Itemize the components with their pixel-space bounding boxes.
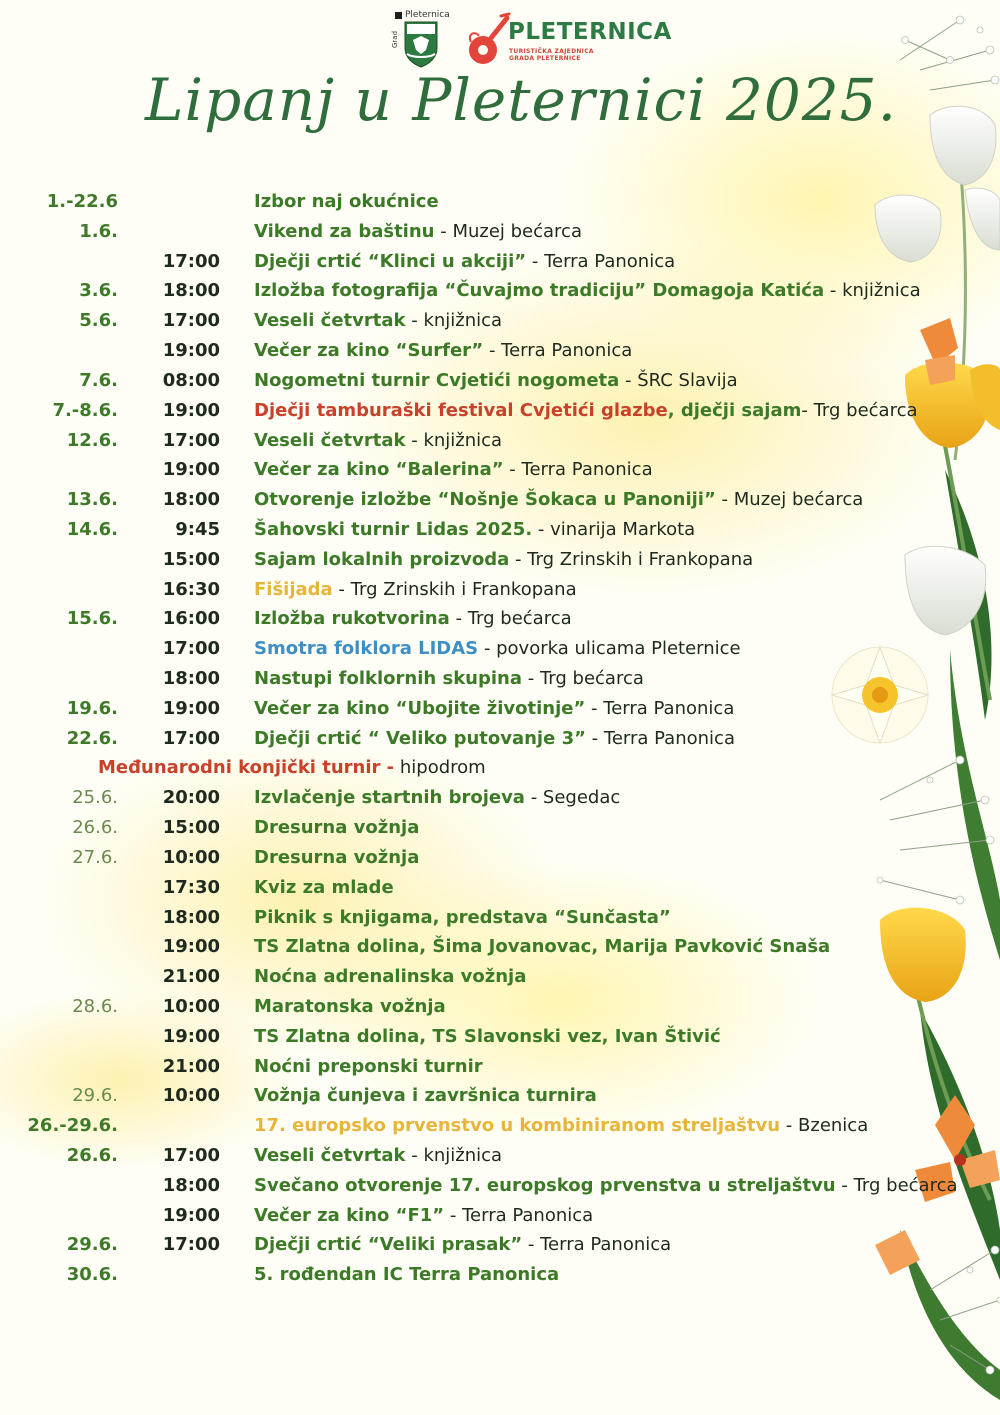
header-logos [393, 10, 673, 70]
event-location: Trg bećarca [813, 399, 918, 421]
schedule-row [0, 932, 1000, 962]
brand-subtitle-line-2: GRADA PLETERNICE [509, 55, 581, 62]
event-name: TS Zlatna dolina, TS Slavonski vez, Ivan Štivić [254, 1025, 721, 1047]
schedule-row [0, 306, 1000, 336]
event-time: 17:00 [162, 727, 220, 749]
event-location: knjižnica [423, 310, 503, 332]
event-time: 19:00 [162, 1204, 220, 1226]
event-date: 1.-22.6 [46, 191, 118, 212]
event-date: 22.6. [66, 727, 118, 749]
event-date: 12.6. [66, 429, 118, 451]
schedule-row [0, 753, 1000, 783]
schedule-row [0, 992, 1000, 1022]
schedule-row [0, 1260, 1000, 1290]
event-date: 29.6. [72, 1085, 118, 1107]
event-date: 28.6. [72, 995, 118, 1017]
event-name: Dresurna vožnja [254, 817, 420, 839]
schedule-row [0, 694, 1000, 724]
event-schedule [0, 187, 1000, 1290]
event-date: 14.6. [66, 518, 118, 540]
event-date: 30.6. [66, 1264, 118, 1286]
event-entry [254, 932, 830, 962]
event-separator: - [503, 459, 522, 481]
event-time: 18:00 [162, 280, 220, 302]
city-logo-text: Pleternica [405, 10, 450, 20]
brand-subtitle-line-1: TURISTIČKA ZAJEDNICA [509, 48, 594, 55]
event-location: Terra Panonica [462, 1204, 594, 1226]
schedule-row [0, 1141, 1000, 1171]
schedule-row [0, 217, 1000, 247]
event-name: Dječji crtić “ Veliko putovanje 3” [254, 727, 586, 749]
schedule-row [0, 1081, 1000, 1111]
event-entry [254, 247, 675, 277]
schedule-row [0, 336, 1000, 366]
event-time: 10:00 [162, 1085, 220, 1107]
event-date: 3.6. [79, 280, 118, 302]
event-entry [254, 187, 439, 217]
event-time: 15:00 [162, 817, 220, 839]
event-separator: - [526, 250, 545, 272]
event-location: hipodrom [399, 757, 486, 779]
event-entry [254, 366, 738, 396]
event-time: 18:00 [162, 906, 220, 928]
event-date: 15.6. [66, 608, 118, 630]
event-time: 20:00 [162, 787, 220, 809]
event-time: 17:00 [162, 1145, 220, 1166]
event-entry [254, 813, 419, 843]
event-location: Terra Panonica [521, 459, 653, 481]
event-name: 17. europsko prvenstvo u kombiniranom streljaštvu [254, 1115, 781, 1137]
event-date: 13.6. [66, 489, 118, 511]
event-date: 29.6. [66, 1234, 118, 1256]
event-separator: - [483, 340, 502, 362]
event-name: Večer za kino “Ubojite životinje” [254, 697, 586, 719]
event-separator: - [585, 697, 604, 719]
event-date: 7.-8.6. [52, 399, 118, 421]
event-name: Svečano otvorenje 17. europskog prvenstva u streljaštvu [254, 1174, 836, 1196]
schedule-row [0, 575, 1000, 605]
event-name: Piknik s knjigama, predstava “Sunčasta” [254, 906, 671, 928]
event-separator: - [835, 1174, 854, 1196]
event-name: Veseli četvrtak [254, 1145, 406, 1166]
schedule-row [0, 1201, 1000, 1231]
event-location: povorka ulicama Pleternice [496, 638, 741, 660]
event-time: 10:00 [162, 995, 220, 1017]
schedule-row [0, 1022, 1000, 1052]
schedule-row [0, 515, 1000, 545]
schedule-row [0, 903, 1000, 933]
event-time: 17:00 [162, 1234, 220, 1256]
event-location: ŠRC Slavija [637, 369, 738, 391]
event-entry [254, 1022, 721, 1052]
event-separator: - [585, 727, 604, 749]
event-separator: - [532, 518, 551, 540]
event-time: 18:00 [162, 1174, 220, 1196]
schedule-row [0, 1230, 1000, 1260]
event-entry [254, 903, 671, 933]
event-name: Dječji crtić “Veliki prasak” [254, 1234, 523, 1256]
event-location: Terra Panonica [540, 1234, 672, 1256]
event-separator: - [801, 399, 814, 421]
event-separator: - [780, 1115, 799, 1137]
event-name: Veseli četvrtak [254, 310, 406, 332]
schedule-row [0, 1111, 1000, 1141]
event-entry [254, 1141, 502, 1171]
event-date: 27.6. [72, 846, 118, 868]
event-time: 19:00 [162, 936, 220, 958]
schedule-row [0, 664, 1000, 694]
schedule-row [0, 485, 1000, 515]
event-location: Segedac [542, 787, 621, 809]
event-separator: - [405, 310, 424, 332]
event-entry [254, 604, 572, 634]
event-separator: - [332, 578, 351, 600]
event-name: Dječji tamburaški festival Cvjetići glazbe [254, 399, 668, 421]
event-time: 19:00 [162, 340, 220, 362]
schedule-row [0, 396, 1000, 426]
event-date: 26.-29.6. [27, 1115, 118, 1137]
schedule-row [0, 545, 1000, 575]
brand-name: PLETERNICA [508, 19, 672, 45]
schedule-row [0, 276, 1000, 306]
event-time: 10:00 [162, 846, 220, 868]
event-location: knjižnica [842, 280, 921, 302]
event-name: Izbor naj okućnice [254, 191, 439, 212]
event-name: Vožnja čunjeva i završnica turnira [254, 1085, 597, 1107]
event-location: Terra Panonica [603, 727, 735, 749]
event-location: Muzej bećarca [733, 489, 864, 511]
event-separator: - [405, 429, 424, 451]
event-name: Večer za kino “Surfer” [254, 340, 484, 362]
event-date: 25.6. [72, 787, 118, 809]
event-name: Smotra folklora LIDAS [254, 638, 479, 660]
event-time: 16:30 [162, 578, 220, 600]
event-entry [254, 1201, 593, 1231]
event-entry [254, 962, 526, 992]
event-date: 26.6. [66, 1145, 118, 1166]
event-name: Veseli četvrtak [254, 429, 406, 451]
event-entry [254, 1230, 671, 1260]
event-entry [254, 1081, 597, 1111]
event-name: Izvlačenje startnih brojeva [254, 787, 525, 809]
event-entry [254, 306, 502, 336]
event-time: 19:00 [162, 399, 220, 421]
page-title: Lipanj u Pleternici 2025. [145, 66, 898, 134]
event-separator: - [478, 638, 497, 660]
event-separator: - [405, 1145, 424, 1166]
event-entry [254, 396, 918, 426]
event-entry [254, 455, 653, 485]
event-entry [254, 873, 394, 903]
event-time: 17:00 [162, 310, 220, 332]
schedule-row [0, 813, 1000, 843]
event-entry [254, 992, 446, 1022]
tourist-board-tambura-icon [463, 12, 513, 68]
event-name: Noćna adrenalinska vožnja [254, 966, 527, 988]
event-entry [254, 545, 753, 575]
event-time: 18:00 [162, 489, 220, 511]
event-location: vinarija Markota [550, 518, 696, 540]
schedule-row [0, 962, 1000, 992]
event-name: Dječji crtić “Klinci u akciji” [254, 250, 527, 272]
event-entry [254, 664, 644, 694]
event-name: Kviz za mlade [254, 876, 394, 898]
event-location: Terra Panonica [544, 250, 676, 272]
event-time: 18:00 [162, 668, 220, 689]
schedule-row [0, 1171, 1000, 1201]
event-separator: - [715, 489, 734, 511]
event-location: knjižnica [423, 1145, 503, 1166]
event-date: 19.6. [66, 697, 118, 719]
event-entry [254, 336, 632, 366]
event-entry [254, 276, 921, 306]
event-separator: - [444, 1204, 463, 1226]
event-entry [254, 1111, 868, 1141]
event-entry [254, 1260, 559, 1290]
event-entry [254, 485, 863, 515]
event-location: knjižnica [423, 429, 503, 451]
schedule-row [0, 247, 1000, 277]
event-name: TS Zlatna dolina, Šima Jovanovac, Marija Pavković Snaša [254, 936, 831, 958]
event-entry [254, 843, 419, 873]
city-coat-of-arms-icon [393, 10, 443, 68]
event-name: Međunarodni konjički turnir - [98, 757, 395, 779]
event-name: Izložba rukotvorina [254, 608, 450, 630]
event-location: Muzej bećarca [452, 220, 582, 242]
event-time: 21:00 [162, 966, 220, 988]
event-entry [254, 575, 577, 605]
schedule-row [0, 724, 1000, 754]
brand-subtitle [509, 48, 594, 62]
event-name-extra: , dječji sajam [667, 399, 802, 421]
event-name: Šahovski turnir Lidas 2025. [254, 518, 533, 540]
event-entry [254, 694, 734, 724]
event-time: 21:00 [162, 1055, 220, 1077]
event-name: Noćni preponski turnir [254, 1055, 483, 1077]
event-time: 16:00 [162, 608, 220, 630]
event-entry [98, 753, 486, 783]
schedule-row [0, 366, 1000, 396]
event-name: Vikend za baštinu [254, 220, 435, 242]
schedule-row [0, 783, 1000, 813]
event-time: 17:00 [162, 250, 220, 272]
event-separator: - [434, 220, 453, 242]
schedule-row [0, 426, 1000, 456]
event-time: 17:00 [162, 638, 220, 660]
event-date: 26.6. [72, 817, 118, 839]
event-entry [254, 515, 695, 545]
event-location: Terra Panonica [603, 697, 735, 719]
event-location: Trg bećarca [539, 668, 644, 689]
event-time: 17:30 [162, 876, 220, 898]
city-logo-side-text: Grad [391, 30, 399, 48]
event-separator: - [522, 668, 540, 689]
event-name: Nastupi folklornih skupina [254, 668, 522, 689]
event-separator: - [824, 280, 843, 302]
event-separator: - [522, 1234, 541, 1256]
event-name: Večer za kino “Balerina” [254, 459, 504, 481]
event-entry [254, 426, 502, 456]
event-name: 5. rođendan IC Terra Panonica [254, 1264, 560, 1286]
event-name: Fišijada [254, 578, 333, 600]
schedule-row [0, 843, 1000, 873]
event-name: Otvorenje izložbe “Nošnje Šokaca u Panoniji” [254, 489, 716, 511]
event-location: Trg Zrinskih i Frankopana [527, 548, 754, 570]
schedule-row [0, 634, 1000, 664]
event-time: 19:00 [162, 1025, 220, 1047]
event-entry [254, 1171, 958, 1201]
event-name: Izložba fotografija “Čuvajmo tradiciju” Domagoja Katića [254, 280, 825, 302]
event-entry [254, 724, 735, 754]
event-location: Terra Panonica [501, 340, 633, 362]
event-separator: - [509, 548, 528, 570]
event-location: Trg bećarca [467, 608, 572, 630]
event-name: Dresurna vožnja [254, 846, 420, 868]
event-separator: - [449, 608, 468, 630]
event-location: Trg Zrinskih i Frankopana [350, 578, 577, 600]
event-date: 7.6. [79, 369, 118, 391]
event-entry [254, 1052, 483, 1082]
event-name: Večer za kino “F1” [254, 1204, 445, 1226]
event-name: Sajam lokalnih proizvoda [254, 548, 510, 570]
schedule-row [0, 873, 1000, 903]
event-separator: - [524, 787, 543, 809]
event-entry [254, 634, 741, 664]
event-time: 9:45 [175, 518, 220, 540]
schedule-row [0, 604, 1000, 634]
schedule-row [0, 455, 1000, 485]
event-time: 08:00 [162, 369, 220, 391]
event-time: 19:00 [162, 697, 220, 719]
event-location: Trg bećarca [853, 1174, 958, 1196]
event-time: 15:00 [162, 548, 220, 570]
event-name: Maratonska vožnja [254, 995, 446, 1017]
event-time: 19:00 [162, 459, 220, 481]
event-time: 17:00 [162, 429, 220, 451]
event-date: 1.6. [79, 220, 118, 242]
schedule-row [0, 1052, 1000, 1082]
event-name: Nogometni turnir Cvjetići nogometa [254, 369, 620, 391]
event-location: Bzenica [798, 1115, 869, 1137]
event-date: 5.6. [79, 310, 118, 332]
schedule-row [0, 187, 1000, 217]
event-separator: - [619, 369, 638, 391]
event-entry [254, 217, 582, 247]
event-entry [254, 783, 620, 813]
